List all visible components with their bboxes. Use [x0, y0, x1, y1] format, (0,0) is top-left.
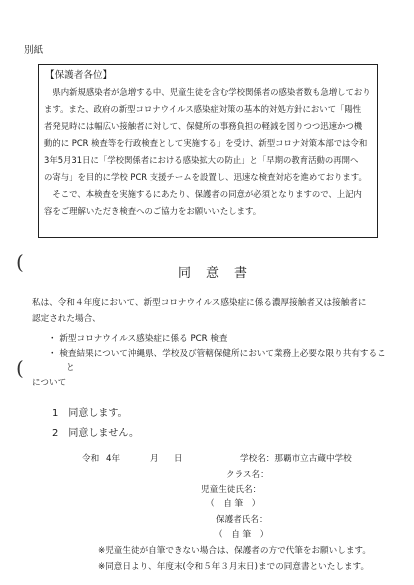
class-name-label: クラス名：	[226, 470, 269, 480]
attachment-label: 別紙	[24, 45, 44, 56]
notice-line: 県内新規感染者が急増する中、児童生徒を含む学校関係者の感染者数も急増しており	[44, 87, 371, 97]
consent-item-sharing-cont: と	[66, 363, 75, 373]
consent-item-sharing: ・ 検査結果について沖縄県、学校及び管轄保健所において業務上必要な限り共有するこ	[48, 349, 386, 359]
consent-item-pcr: ・ 新型コロナウイルス感染症に係る PCR 検査	[48, 334, 228, 344]
notice-box	[38, 64, 378, 238]
consent-intro-line1: 私は、令和４年度において、新型コロナウイルス感染症に係る濃厚接触者又は接触者に	[32, 298, 367, 308]
notice-line: ます。また、政府の新型コロナウイルス感染症対策の基本的対処方針において「陽性	[44, 104, 362, 114]
date-year: 4年	[106, 454, 121, 464]
student-name-label: 児童生徒氏名：	[201, 485, 262, 495]
guardian-sign-note: （ 自 筆 ）	[214, 530, 269, 540]
notice-line: 者発見時には幅広い接触者に対して、保健所の事務負担の軽減を図りつつ迅速かつ機	[44, 121, 363, 131]
binder-hole-mark-top: (	[16, 250, 24, 274]
date-month: 月	[150, 454, 159, 464]
option-agree: 1 同意します。	[52, 408, 128, 419]
consent-title: 同 意 書	[178, 266, 249, 281]
footnote-validity-period: ※同意日より、年度末(令和５年３月末日)までの同意書といたします。	[98, 562, 370, 572]
notice-line: 容をご理解いただき検査へのご協力をお願いいたします。	[44, 206, 262, 216]
student-sign-note: （ 自 筆 ）	[206, 499, 261, 509]
notice-line: そこで、本検査を実施するにあたり、保護者の同意が必須となりますので、上記内	[44, 189, 362, 199]
footnote-proxy-signature: ※児童生徒が自筆できない場合は、保護者の方で代筆をお願いします。	[98, 546, 371, 556]
notice-line: の寄与」を目的に学校 PCR 支援チームを設置し、迅速な検査対応を進めております。	[44, 172, 367, 182]
consent-intro-line2: 認定された場合、	[32, 314, 101, 324]
notice-line: 動的に PCR 検査等を行政検査として実施する」を受け、新型コロナ対策本部では令和	[44, 138, 368, 148]
school-name: 学校名：那覇市立古蔵中学校	[240, 454, 352, 464]
date-day: 日	[174, 454, 183, 464]
notice-heading: 【保護者各位】	[45, 70, 113, 81]
option-disagree: 2 同意しません。	[52, 428, 139, 439]
binder-hole-mark-bottom: (	[16, 356, 24, 380]
date-era: 令和	[82, 454, 100, 464]
guardian-name-label: 保護者氏名：	[216, 515, 268, 525]
notice-line: 3年5月31日に「学校関係者における感染拡大の防止」と「早期の教育活動の再開へ	[44, 155, 359, 165]
consent-regarding: について	[32, 378, 67, 388]
